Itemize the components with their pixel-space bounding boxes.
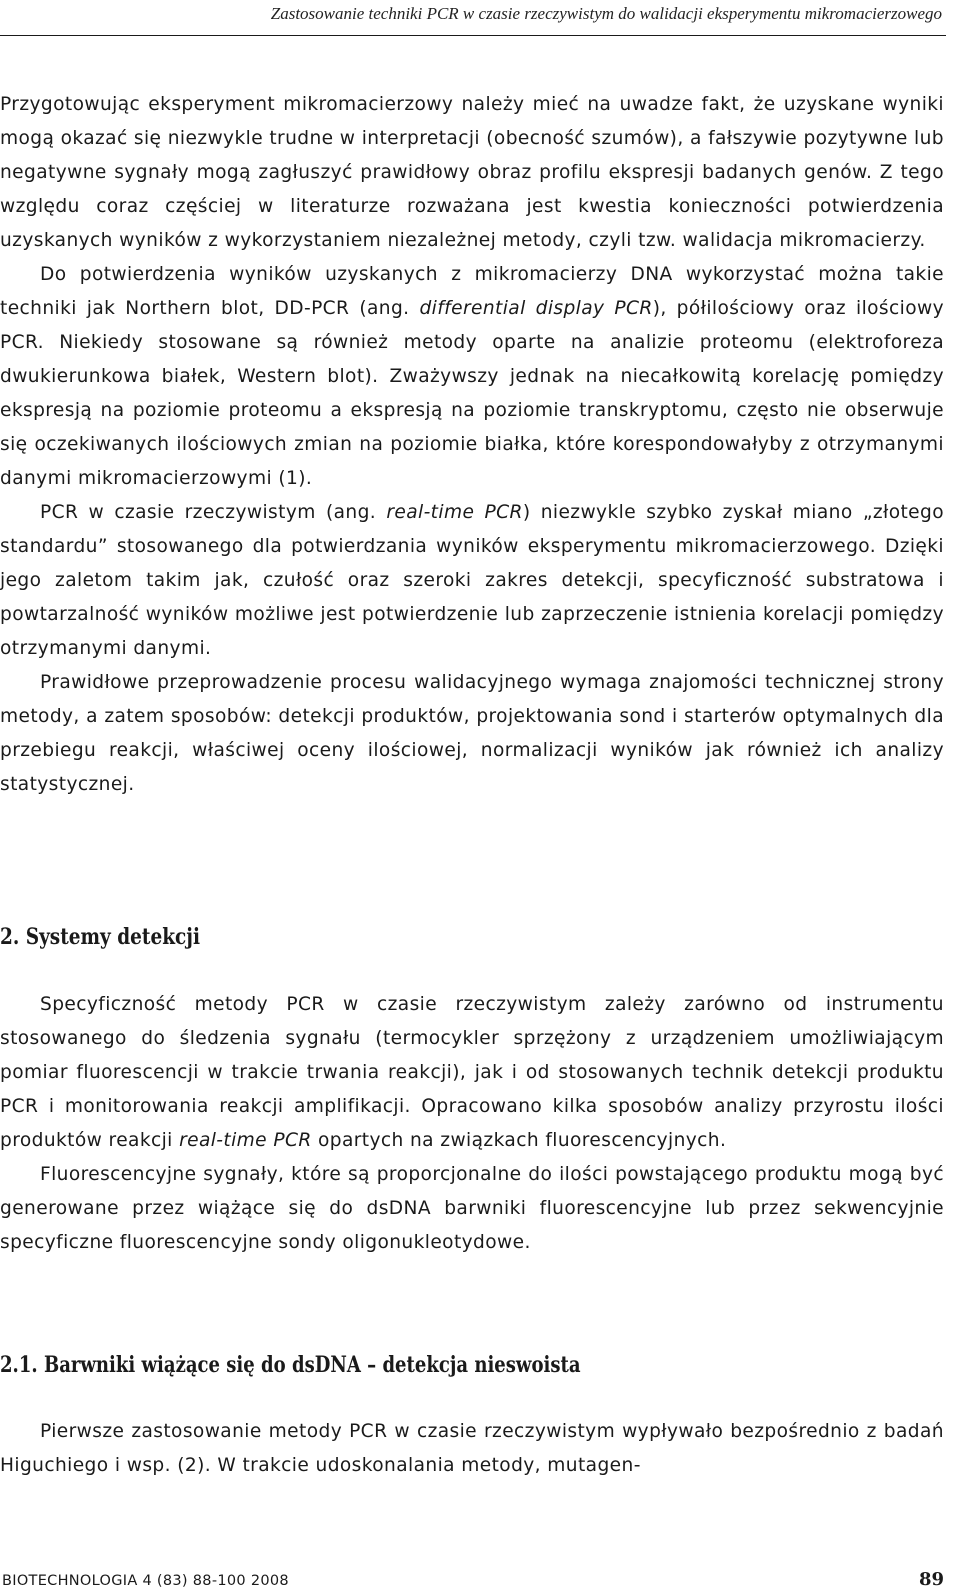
section-2-paragraph-1-text-a: Specyficzność metody PCR w czasie rzeczywistym zależy zarówno od instrumentu stosowanego do śledzenia sygnału (termocykler sprzężony z urządzeniem umożliwiającym pomiar fluorescencji w trakcie trwania reakcji), jak i od stosowanych technik detekcji produktu PCR i monitorowania reakcji amplifikacji. Opracowano kilka sposobów analizy przyrostu ilości produktów reakcji	[0, 994, 944, 1151]
section-2-1-paragraph-1: Pierwsze zastosowanie metody PCR w czasie rzeczywistym wypływało bezpośrednio z badań Higuchiego i wsp. (2). W trakcie udoskonalania metody, mutagen-	[0, 1421, 944, 1476]
intro-paragraph-3-text-b: ) niezwykle szybko zyskał miano „złotego standardu” stosowanego dla potwierdzania wyników eksperymentu mikromacierzowego. Dzięki jego zaletom takim jak, czułość oraz szeroki zakres detekcji, specyficzność substratowa i powtarzalność wyników możliwe jest potwierdzenie lub zaprzeczenie istnienia korelacji pomiędzy otrzymanymi danymi.	[0, 502, 944, 659]
intro-paragraph-3-term: real-time PCR	[386, 502, 523, 523]
section-2-paragraph-1-text-b: opartych na związkach fluorescencyjnych.	[311, 1130, 727, 1151]
intro-paragraph-1: Przygotowując eksperyment mikromacierzowy należy mieć na uwadze fakt, że uzyskane wyniki mogą okazać się niezwykle trudne w interpretacji (obecność szumów), a fałszywie pozytywne lub negatywne sygnały mogą zagłuszyć prawidłowy obraz profilu ekspresji badanych genów. Z tego względu coraz częściej w literaturze rozważana jest kwestia konieczności potwierdzenia uzyskanych wyników z wykorzystaniem niezależnej metody, czyli tzw. walidacja mikromacierzy.	[0, 94, 944, 251]
intro-paragraph-2	[0, 258, 944, 496]
intro-paragraph-2-term: differential display PCR	[419, 298, 653, 319]
running-header: Zastosowanie techniki PCR w czasie rzeczywistym do walidacji eksperymentu mikromacierzowego	[270, 4, 942, 23]
section-2-text	[0, 988, 944, 1260]
section-heading-2: 2. Systemy detekcji	[0, 924, 200, 950]
intro-paragraph-3-text-a: PCR w czasie rzeczywistym (ang.	[40, 502, 387, 523]
section-2-1-text	[0, 1415, 944, 1483]
intro-paragraph-4: Prawidłowe przeprowadzenie procesu walidacyjnego wymaga znajomości technicznej strony metody, a zatem sposobów: detekcji produktów, projektowania sond i starterów optymalnych dla przebiegu reakcji, właściwej oceny ilościowej, normalizacji wyników jak również ich analizy statystycznej.	[0, 672, 944, 795]
intro-paragraph-2-text-b: ), półilościowy oraz ilościowy PCR. Niekiedy stosowane są również metody oparte na analizie proteomu (elektroforeza dwukierunkowa białek, Western blot). Zważywszy jednak na niecałkowitą korelację pomiędzy ekspresją na poziomie proteomu a ekspresją na poziomie transkryptomu, często nie obserwuje się oczekiwanych ilościowych zmian na poziomie białka, które korespondowałyby z otrzymanymi danymi mikromacierzowymi (1).	[0, 298, 944, 489]
intro-paragraph-3	[0, 496, 944, 666]
footer-journal: BIOTECHNOLOGIA 4 (83) 88-100 2008	[2, 1573, 289, 1589]
intro-text	[0, 88, 944, 802]
section-2-paragraph-2: Fluorescencyjne sygnały, które są proporcjonalne do ilości powstającego produktu mogą być generowane przez wiążące się do dsDNA barwniki fluorescencyjne lub przez sekwencyjnie specyficzne fluorescencyjne sondy oligonukleotydowe.	[0, 1164, 944, 1253]
section-2-paragraph-1-term: real-time PCR	[179, 1130, 312, 1151]
section-heading-2-1: 2.1. Barwniki wiążące się do dsDNA – detekcja nieswoista	[0, 1352, 581, 1378]
section-2-paragraph-1	[0, 988, 944, 1158]
footer-page-number: 89	[918, 1569, 944, 1590]
intro-paragraph-2-text-a: Do potwierdzenia wyników uzyskanych z mikromacierzy DNA wykorzystać można takie techniki jak Northern blot, DD-PCR (ang.	[0, 264, 944, 319]
header-rule	[0, 35, 946, 36]
